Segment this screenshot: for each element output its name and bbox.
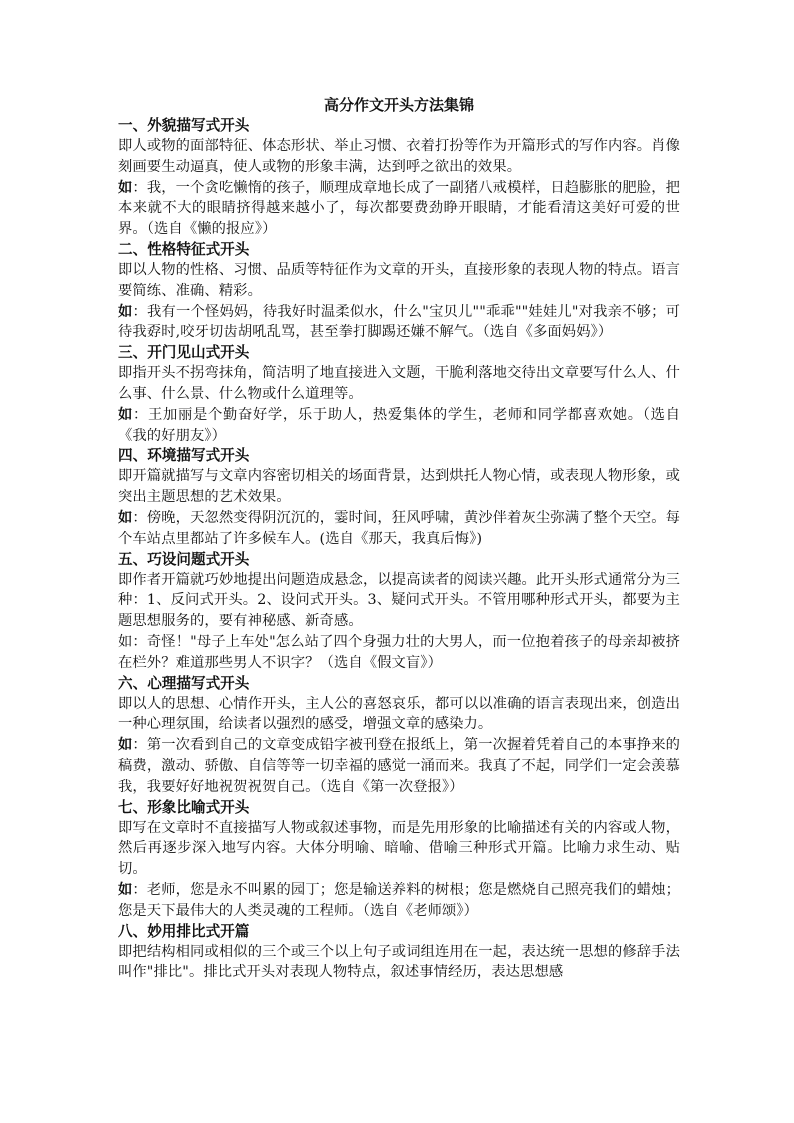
document-page xyxy=(118,95,680,983)
example-label: 如 xyxy=(118,406,133,423)
section-example xyxy=(118,880,680,922)
example-text: ：王加丽是个勤奋好学，乐于助人，热爱集体的学生，老师和同学都喜欢她。（选自《我的好朋友》） xyxy=(118,406,680,444)
example-text: 如：奇怪！"母子上车处"怎么站了四个身强力壮的大男人，而一位抱着孩子的母亲却被挤在栏外？难道那些男人不识字？（选自《假文盲》） xyxy=(118,633,680,671)
example-label: 如 xyxy=(118,179,133,196)
section-example xyxy=(118,735,680,797)
section-6 xyxy=(118,674,680,798)
section-example xyxy=(118,405,680,447)
example-text: ：第一次看到自己的文章变成铅字被刊登在报纸上，第一次握着凭着自己的本事挣来的稿费，激动、骄傲、自信等等一切幸福的感觉一涌而来。我真了不起，同学们一定会羡慕我，我要好好地祝贺祝贺自己。（选自《第一次登报》） xyxy=(118,737,681,795)
example-label: 如 xyxy=(118,881,133,898)
example-label: 如 xyxy=(118,303,133,320)
document-title: 高分作文开头方法集锦 xyxy=(323,96,474,114)
example-text: ：我，一个贪吃懒惰的孩子，顺理成章地长成了一副猪八戒模样，日趋膨胀的肥脸，把本来就不大的眼睛挤得越来越小了，每次都要费劲睁开眼睛，才能看清这美好可爱的世界。（选自《懒的报应》） xyxy=(118,179,681,238)
example-text: ：老师，您是永不叫累的园丁；您是输送养料的树根；您是燃烧自己照亮我们的蜡烛；您是天下最伟大的人类灵魂的工程师。（选自《老师颂》） xyxy=(118,881,681,919)
section-definition: 即开篇就描写与文章内容密切相关的场面背景，达到烘托人物心情，或表现人物形象，或突出主题思想的艺术效果。 xyxy=(118,468,680,506)
section-3 xyxy=(118,343,680,446)
section-2 xyxy=(118,240,680,343)
section-definition: 即作者开篇就巧妙地提出问题造成悬念，以提高读者的阅读兴趣。此开头形式通常分为三种：1、反问式开头。2、设问式开头。3、疑问式开头。不管用哪种形式开头，都要为主题思想服务的，要有神秘感、新奇感。 xyxy=(118,571,680,630)
section-8 xyxy=(118,922,680,984)
section-heading: 八、妙用排比式开篇 xyxy=(118,922,250,940)
section-heading: 四、环境描写式开头 xyxy=(118,447,250,465)
section-heading: 三、开门见山式开头 xyxy=(118,344,250,362)
section-definition: 即以人的思想、心情作开头，主人公的喜怒哀乐，都可以以准确的语言表现出来，创造出一种心理氛围，给读者以强烈的感受，增强文章的感染力。 xyxy=(118,695,680,733)
section-definition: 即把结构相同或相似的三个或三个以上句子或词组连用在一起，表达统一思想的修辞手法叫作"排比"。排比式开头对表现人物特点，叙述事情经历，表达思想感 xyxy=(118,943,680,981)
example-label: 如 xyxy=(118,737,133,754)
section-definition: 即人或物的面部特征、体态形状、举止习惯、衣着打扮等作为开篇形式的写作内容。肖像刻画要生动逼真，使人或物的形象丰满，达到呼之欲出的效果。 xyxy=(118,138,680,175)
section-heading: 六、心理描写式开头 xyxy=(118,674,250,692)
section-example xyxy=(118,178,680,240)
section-definition: 即写在文章时不直接描写人物或叙述事物，而是先用形象的比喻描述有关的内容或人物，然后再逐步深入地写内容。大体分明喻、暗喻、借喻三种形式开篇。比喻力求生动、贴切。 xyxy=(118,819,680,878)
section-example xyxy=(118,302,680,344)
section-4 xyxy=(118,446,680,549)
example-label: 如 xyxy=(118,509,133,526)
section-definition: 即以人物的性格、习惯、品质等特征作为文章的开头，直接形象的表现人物的特点。语言要简练、准确、精彩。 xyxy=(118,261,680,299)
section-heading: 一、外貌描写式开头 xyxy=(118,117,250,134)
section-heading: 二、性格特征式开头 xyxy=(118,240,250,258)
example-text: ：我有一个怪妈妈，待我好时温柔似水，什么"宝贝儿""乖乖""娃娃儿"对我亲不够；可待我孬时,咬牙切齿胡吼乱骂，甚至拳打脚踢还嫌不解气。（选自《多面妈妈》） xyxy=(118,303,680,341)
section-definition: 即指开头不拐弯抹角，简洁明了地直接进入文题，干脆利落地交待出文章要写什么人、什么事、什么景、什么物或什么道理等。 xyxy=(118,365,680,402)
section-7 xyxy=(118,798,680,922)
section-example xyxy=(118,508,680,550)
section-heading: 五、巧设问题式开头 xyxy=(118,550,250,568)
section-heading: 七、形象比喻式开头 xyxy=(118,798,250,816)
section-example xyxy=(118,632,680,674)
section-5 xyxy=(118,550,680,674)
section-1 xyxy=(118,116,680,240)
example-text: ：傍晚，天忽然变得阴沉沉的，霎时间，狂风呼啸，黄沙伴着灰尘弥满了整个天空。每个车站点里都站了许多候车人。(选自《那天，我真后悔》) xyxy=(118,509,681,547)
